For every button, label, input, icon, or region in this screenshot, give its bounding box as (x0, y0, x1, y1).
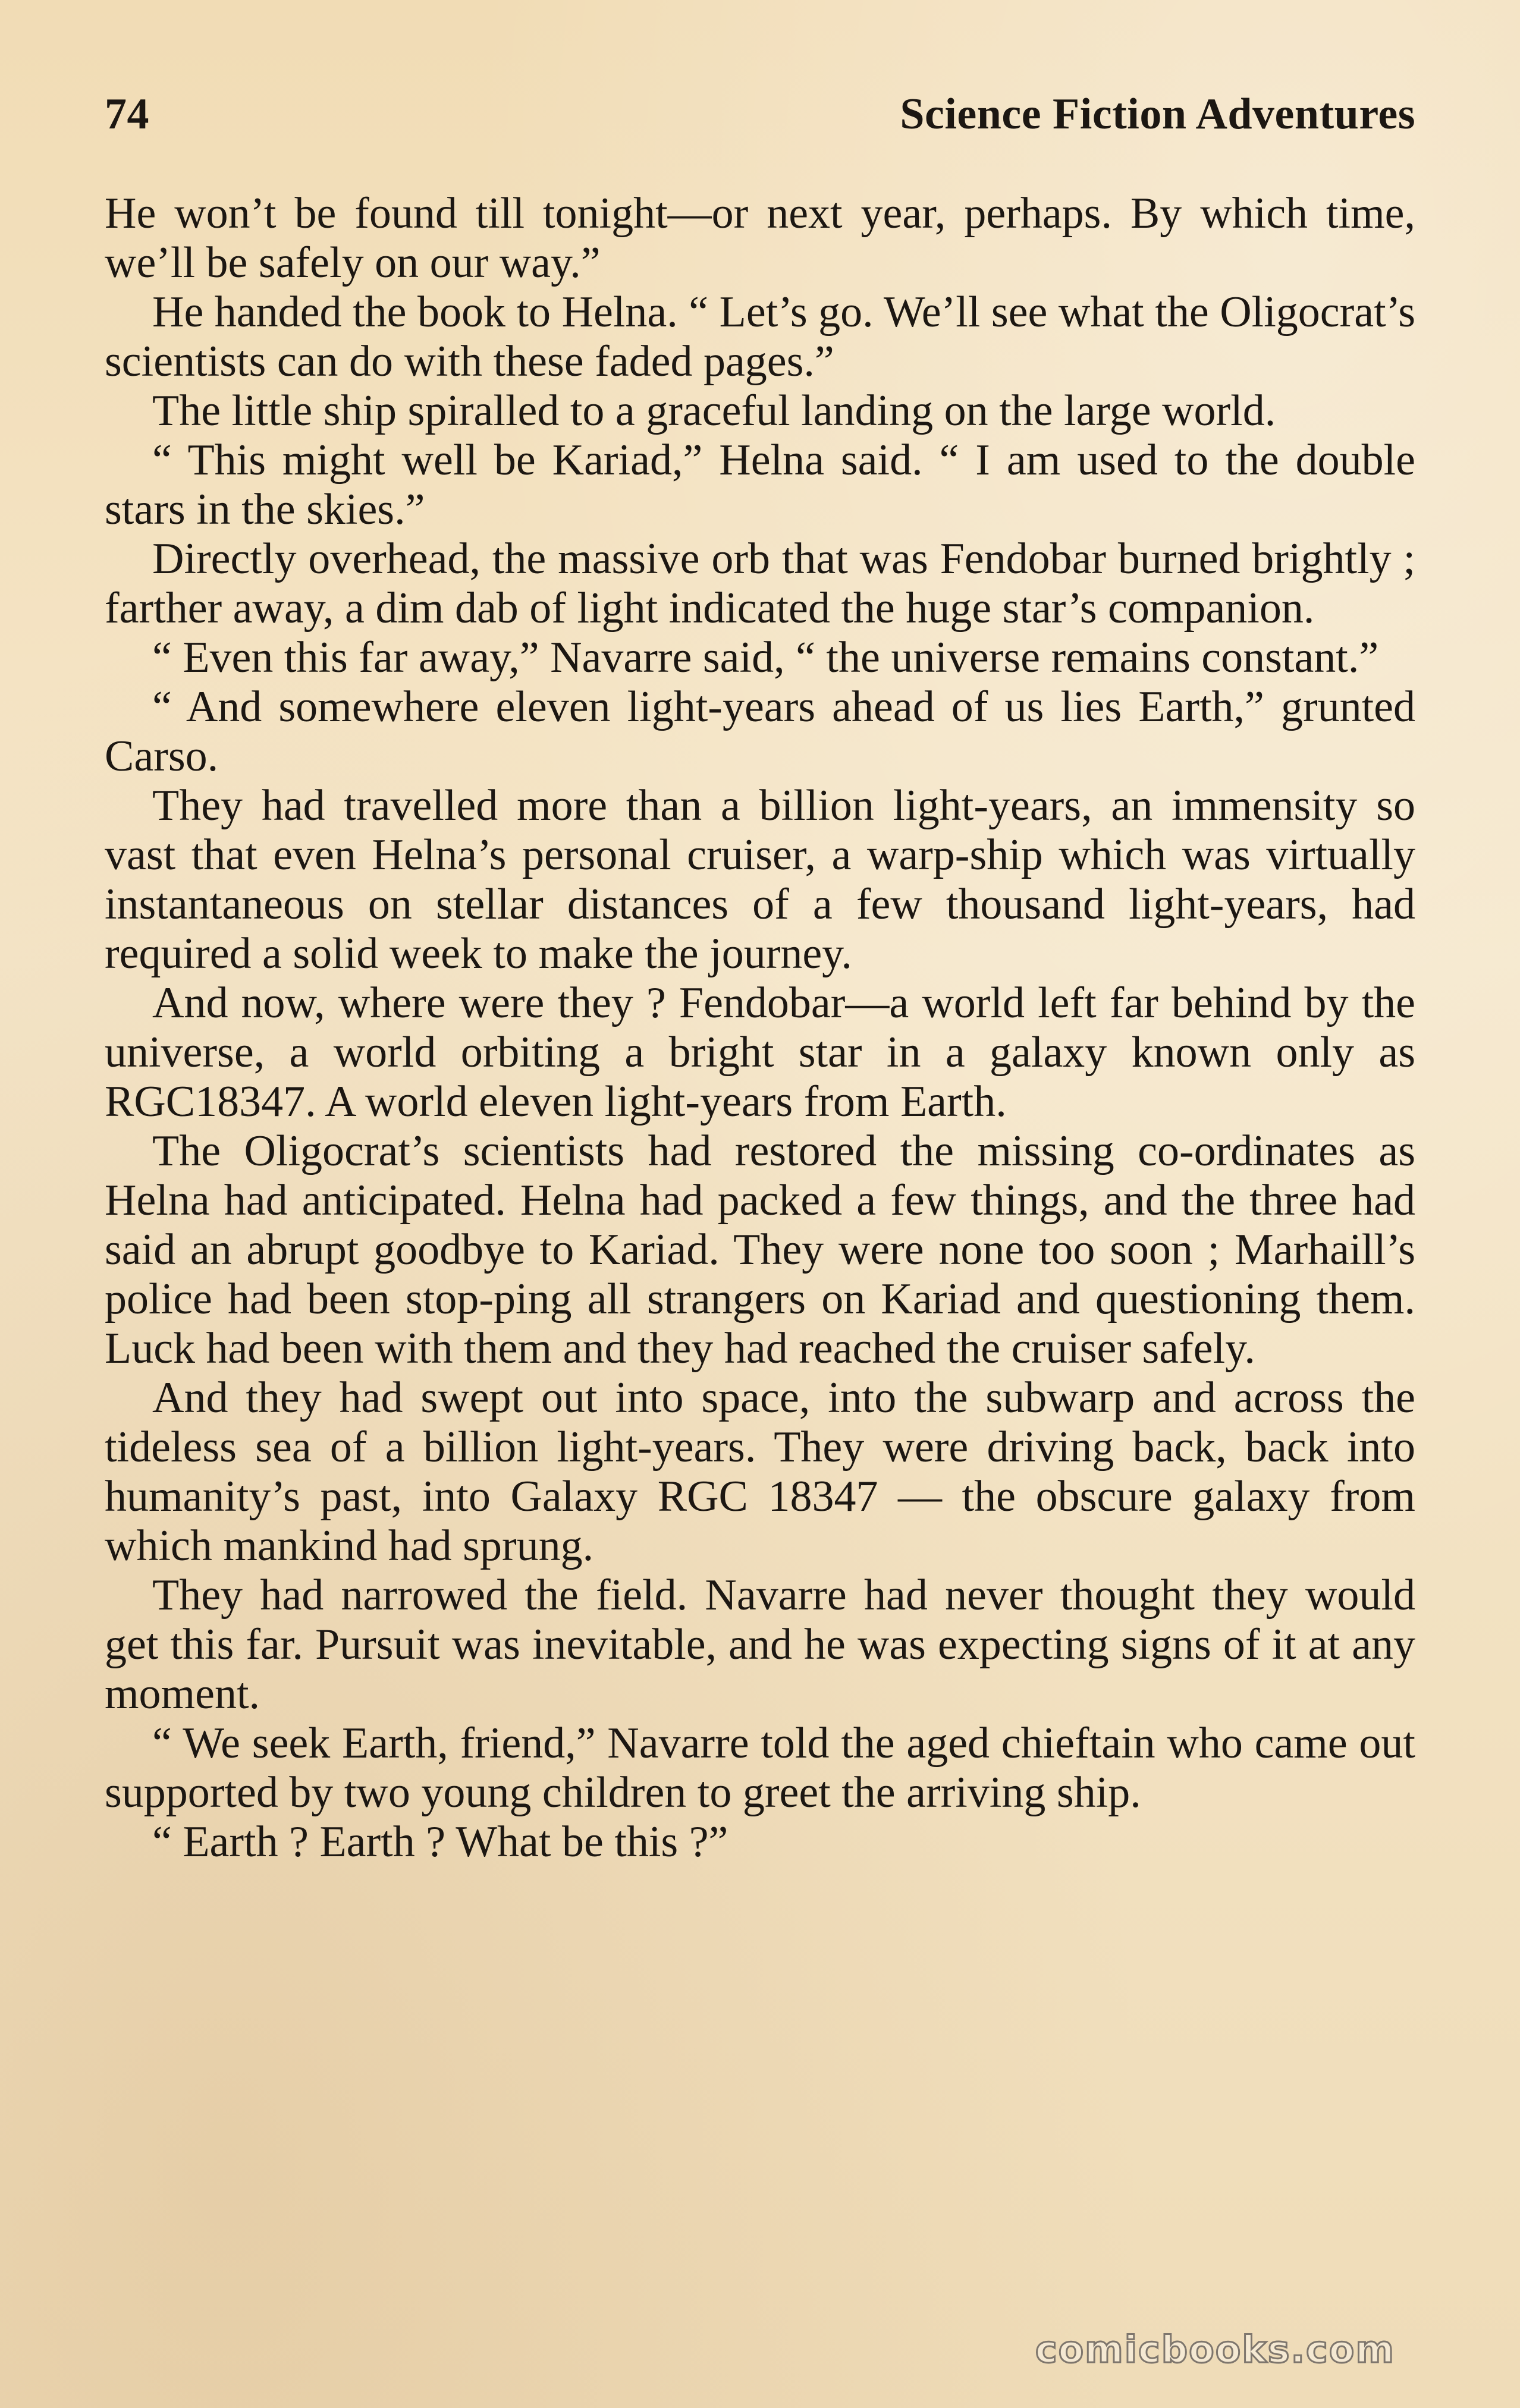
paragraph: Directly overhead, the massive orb that was Fendobar burned brightly ; farther away, a dim dab of light indicated the huge star’s companion. (105, 535, 1415, 633)
paragraph: “ We seek Earth, friend,” Navarre told the aged chieftain who came out supported by two young children to greet the arriving ship. (105, 1719, 1415, 1817)
page-number: 74 (105, 90, 149, 139)
paragraph: “ Earth ? Earth ? What be this ?” (152, 1818, 728, 1866)
watermark: comicbooks.com (1035, 2328, 1395, 2371)
paragraph: The Oligocrat’s scientists had restored the missing co-ordinates as Helna had anticipated. Helna had packed a few things, and the three had said an abrupt goodbye to Kariad. They were none too soon ; Marhaill’s police had been stop-ping all strangers on Kariad and questioning them. Luck had been with them and they had reached the cruiser safely. (105, 1127, 1415, 1373)
paragraph: The little ship spiralled to a graceful landing on the large world. (152, 386, 1276, 435)
paragraph: “ Even this far away,” Navarre said, “ the universe remains constant.” (152, 633, 1379, 682)
paragraph: And now, where were they ? Fendobar—a world left far behind by the universe, a world orbiting a bright star in a galaxy known only as RGC18347. A world eleven light-years from Earth. (105, 979, 1415, 1126)
paragraph: They had travelled more than a billion light-years, an immensity so vast that even Helna’s personal cruiser, a warp-ship which was virtually instantaneous on stellar distances of a few thousand light-years, had required a solid week to make the journey. (105, 781, 1415, 978)
publication-title: Science Fiction Adventures (900, 90, 1415, 139)
paragraph: He won’t be found till tonight—or next year, perhaps. By which time, we’ll be safely on our way.” (105, 189, 1415, 287)
paragraph: And they had swept out into space, into the subwarp and across the tideless sea of a billion light-years. They were driving back, back into humanity’s past, into Galaxy RGC 18347 — the obscure galaxy from which mankind had sprung. (105, 1373, 1415, 1570)
paragraph: “ This might well be Kariad,” Helna said. “ I am used to the double stars in the skies.” (105, 436, 1415, 534)
running-head (105, 89, 1415, 155)
body-text (105, 189, 1415, 1867)
paragraph: He handed the book to Helna. “ Let’s go. We’ll see what the Oligocrat’s scientists can do with these faded pages.” (105, 288, 1415, 386)
paragraph: “ And somewhere eleven light-years ahead of us lies Earth,” grunted Carso. (105, 683, 1415, 781)
paragraph: They had narrowed the field. Navarre had never thought they would get this far. Pursuit was inevitable, and he was expecting signs of it at any moment. (105, 1571, 1415, 1718)
